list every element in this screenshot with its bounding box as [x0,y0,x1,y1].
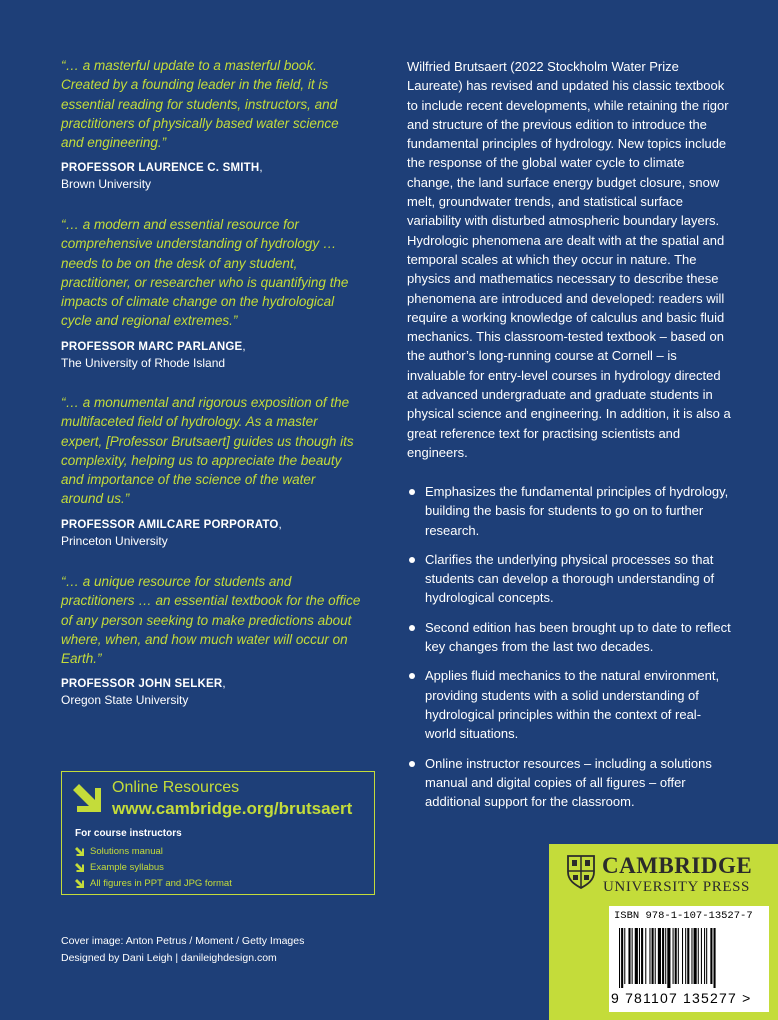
barcode-number [611,990,751,1006]
quote-text: “… a monumental and rigorous exposition of the multifaceted field of hydrology. As a master expert, [Professor Brutsaert] guides us though its complexity, helping us to appreciate the beauty and importance of the science of the water around us.” [61,395,354,507]
barcode-bar [678,928,679,984]
publisher-name: CAMBRIDGE [602,853,753,878]
feature-item [407,618,732,657]
barcode-bar [675,928,677,984]
feature-text: Second edition has been brought up to date to reflect key changes from the last two decades. [425,619,731,655]
barcode-bar [621,928,623,988]
quote-text: “… a masterful update to a masterful book. Created by a founding leader in the field, it is essential reading for students, instructors, and practitioners of physically based water science and engineering.” [61,58,339,151]
bullet-icon [409,625,415,631]
barcode-box [609,906,769,1012]
barcode-bar [704,928,705,984]
book-description: Wilfried Brutsaert (2022 Stockholm Water Prize Laureate) has revised and updated his classic textbook to include recent developments, while retaining the rigor and structure of the previous edition to introduce the fundamental principles of hydrology. New topics include the response of the global water cycle to climate change, the land surface energy budget closure, snow melt, groundwater trends, and statistical surface variability with disturbed atmospheric boundary layers. Hydrologic phenomena are dealt with at the spatial and temporal scales at which they occur in nature. The physics and mathematics necessary to describe these phenomena are introduced and developed: readers will require a working knowledge of calculus and basic fluid mechanics. This classroom-tested textbook – based on the author’s long-running course at Cornell – is invaluable for entry-level courses in hydrology directed at advanced undergraduate and graduate students in physical science and engineering. In addition, it is also a great reference text for practising scientists and engineers. [407,59,731,460]
resource-label: Solutions manual [90,846,163,857]
quote-3 [61,393,361,550]
barcode-bar [691,928,692,984]
publisher-panel [549,844,778,1020]
quote-affiliation: The University of Rhode Island [61,355,226,370]
bullet-icon [409,673,415,679]
quote-author: PROFESSOR AMILCARE PORPORATO, [61,518,282,531]
feature-text: Clarifies the underlying physical processes so that students can develop a thorough understanding of hydrological concepts. [425,551,715,606]
quote-author-name: PROFESSOR MARC PARLANGE [61,340,243,353]
quote-2 [61,215,361,372]
barcode-bar [658,928,661,984]
arrow-down-right-icon [75,847,85,857]
designer-credit: Designed by Dani Leigh | danileighdesign.com [61,952,277,964]
online-resources-box [61,771,375,895]
instructor-heading: For course instructors [75,828,182,839]
cover-image-credit: Cover image: Anton Petrus / Moment / Getty Images [61,935,305,947]
feature-item [407,666,732,743]
barcode-bar [624,928,625,984]
barcode-bar [639,928,640,984]
barcode-marker: > [742,990,752,1006]
arrow-down-right-icon [69,780,105,816]
barcode [619,928,749,988]
online-resources-url[interactable]: www.cambridge.org/brutsaert [112,799,353,818]
resource-label: All figures in PPT and JPG format [90,878,232,889]
barcode-bar [698,928,699,984]
feature-item [407,482,732,540]
feature-item [407,754,732,812]
credits [61,933,304,967]
barcode-bar [710,928,712,984]
barcode-bar [685,928,686,984]
quote-affiliation: Brown University [61,177,152,192]
arrow-down-right-icon [75,863,85,873]
isbn-label: ISBN 978-1-107-13527-7 [614,910,753,922]
quote-text: “… a modern and essential resource for comprehensive understanding of hydrology … needs to be on the desk of any student, practitioner, or researcher who is quantifying the impacts of climate change on the hydrological cycle and regional extremes.” [61,217,349,329]
barcode-digits: 9 781107 135277 [611,990,737,1006]
quote-author: PROFESSOR MARC PARLANGE, [61,340,246,353]
barcode-bar [706,928,707,984]
barcode-bar [641,928,643,984]
bullet-icon [409,489,415,495]
barcode-bar [714,928,716,988]
quote-author-name: PROFESSOR JOHN SELKER [61,678,223,691]
resource-label: Example syllabus [90,862,164,873]
barcode-bar [701,928,702,984]
barcode-bar [662,928,664,984]
quote-affiliation: Oregon State University [61,693,189,708]
quote-author-name: PROFESSOR LAURENCE C. SMITH [61,162,260,175]
quote-4 [61,572,361,709]
barcode-bar [655,928,656,984]
barcode-bar [632,928,633,984]
barcode-bar [645,928,646,984]
resource-item [75,844,232,860]
quote-author: PROFESSOR JOHN SELKER, [61,678,226,691]
cambridge-crest-icon [566,854,596,889]
feature-text: Online instructor resources – including a solutions manual and digital copies of all figures – offer additional support for the classroom. [425,755,712,810]
bullet-icon [409,557,415,563]
instructor-resource-list [75,844,232,892]
barcode-bar [694,928,697,984]
barcode-bar [673,928,674,984]
barcode-bar [635,928,638,984]
publisher-press: UNIVERSITY PRESS [603,879,750,895]
bullet-icon [409,761,415,767]
arrow-down-right-icon [75,879,85,889]
barcode-bar [667,928,670,988]
barcode-bar [652,928,654,984]
quote-author: PROFESSOR LAURENCE C. SMITH, [61,162,263,175]
barcode-bar [649,928,650,984]
feature-text: Applies fluid mechanics to the natural environment, providing students with a solid understanding of hydrological principles within the context of real-world situations. [425,668,720,742]
online-resources-title: Online Resources [112,779,240,796]
feature-text: Emphasizes the fundamental principles of hydrology, building the basis for students to go on to further research. [425,484,729,538]
barcode-bar [619,928,620,988]
barcode-bar [628,928,630,984]
feature-item [407,550,732,608]
quote-author-name: PROFESSOR AMILCARE PORPORATO [61,518,279,531]
barcode-bar [682,928,683,984]
quote-affiliation: Princeton University [61,533,168,548]
resource-item [75,876,232,892]
barcode-bar [665,928,666,984]
quote-1 [61,56,361,193]
resource-item [75,860,232,876]
barcode-bar [687,928,689,984]
quote-text: “… a unique resource for students and practitioners … an essential textbook for the office of any person seeking to make predictions about where, when, and how much water will occur on Earth.” [61,574,361,667]
feature-list [407,482,732,821]
